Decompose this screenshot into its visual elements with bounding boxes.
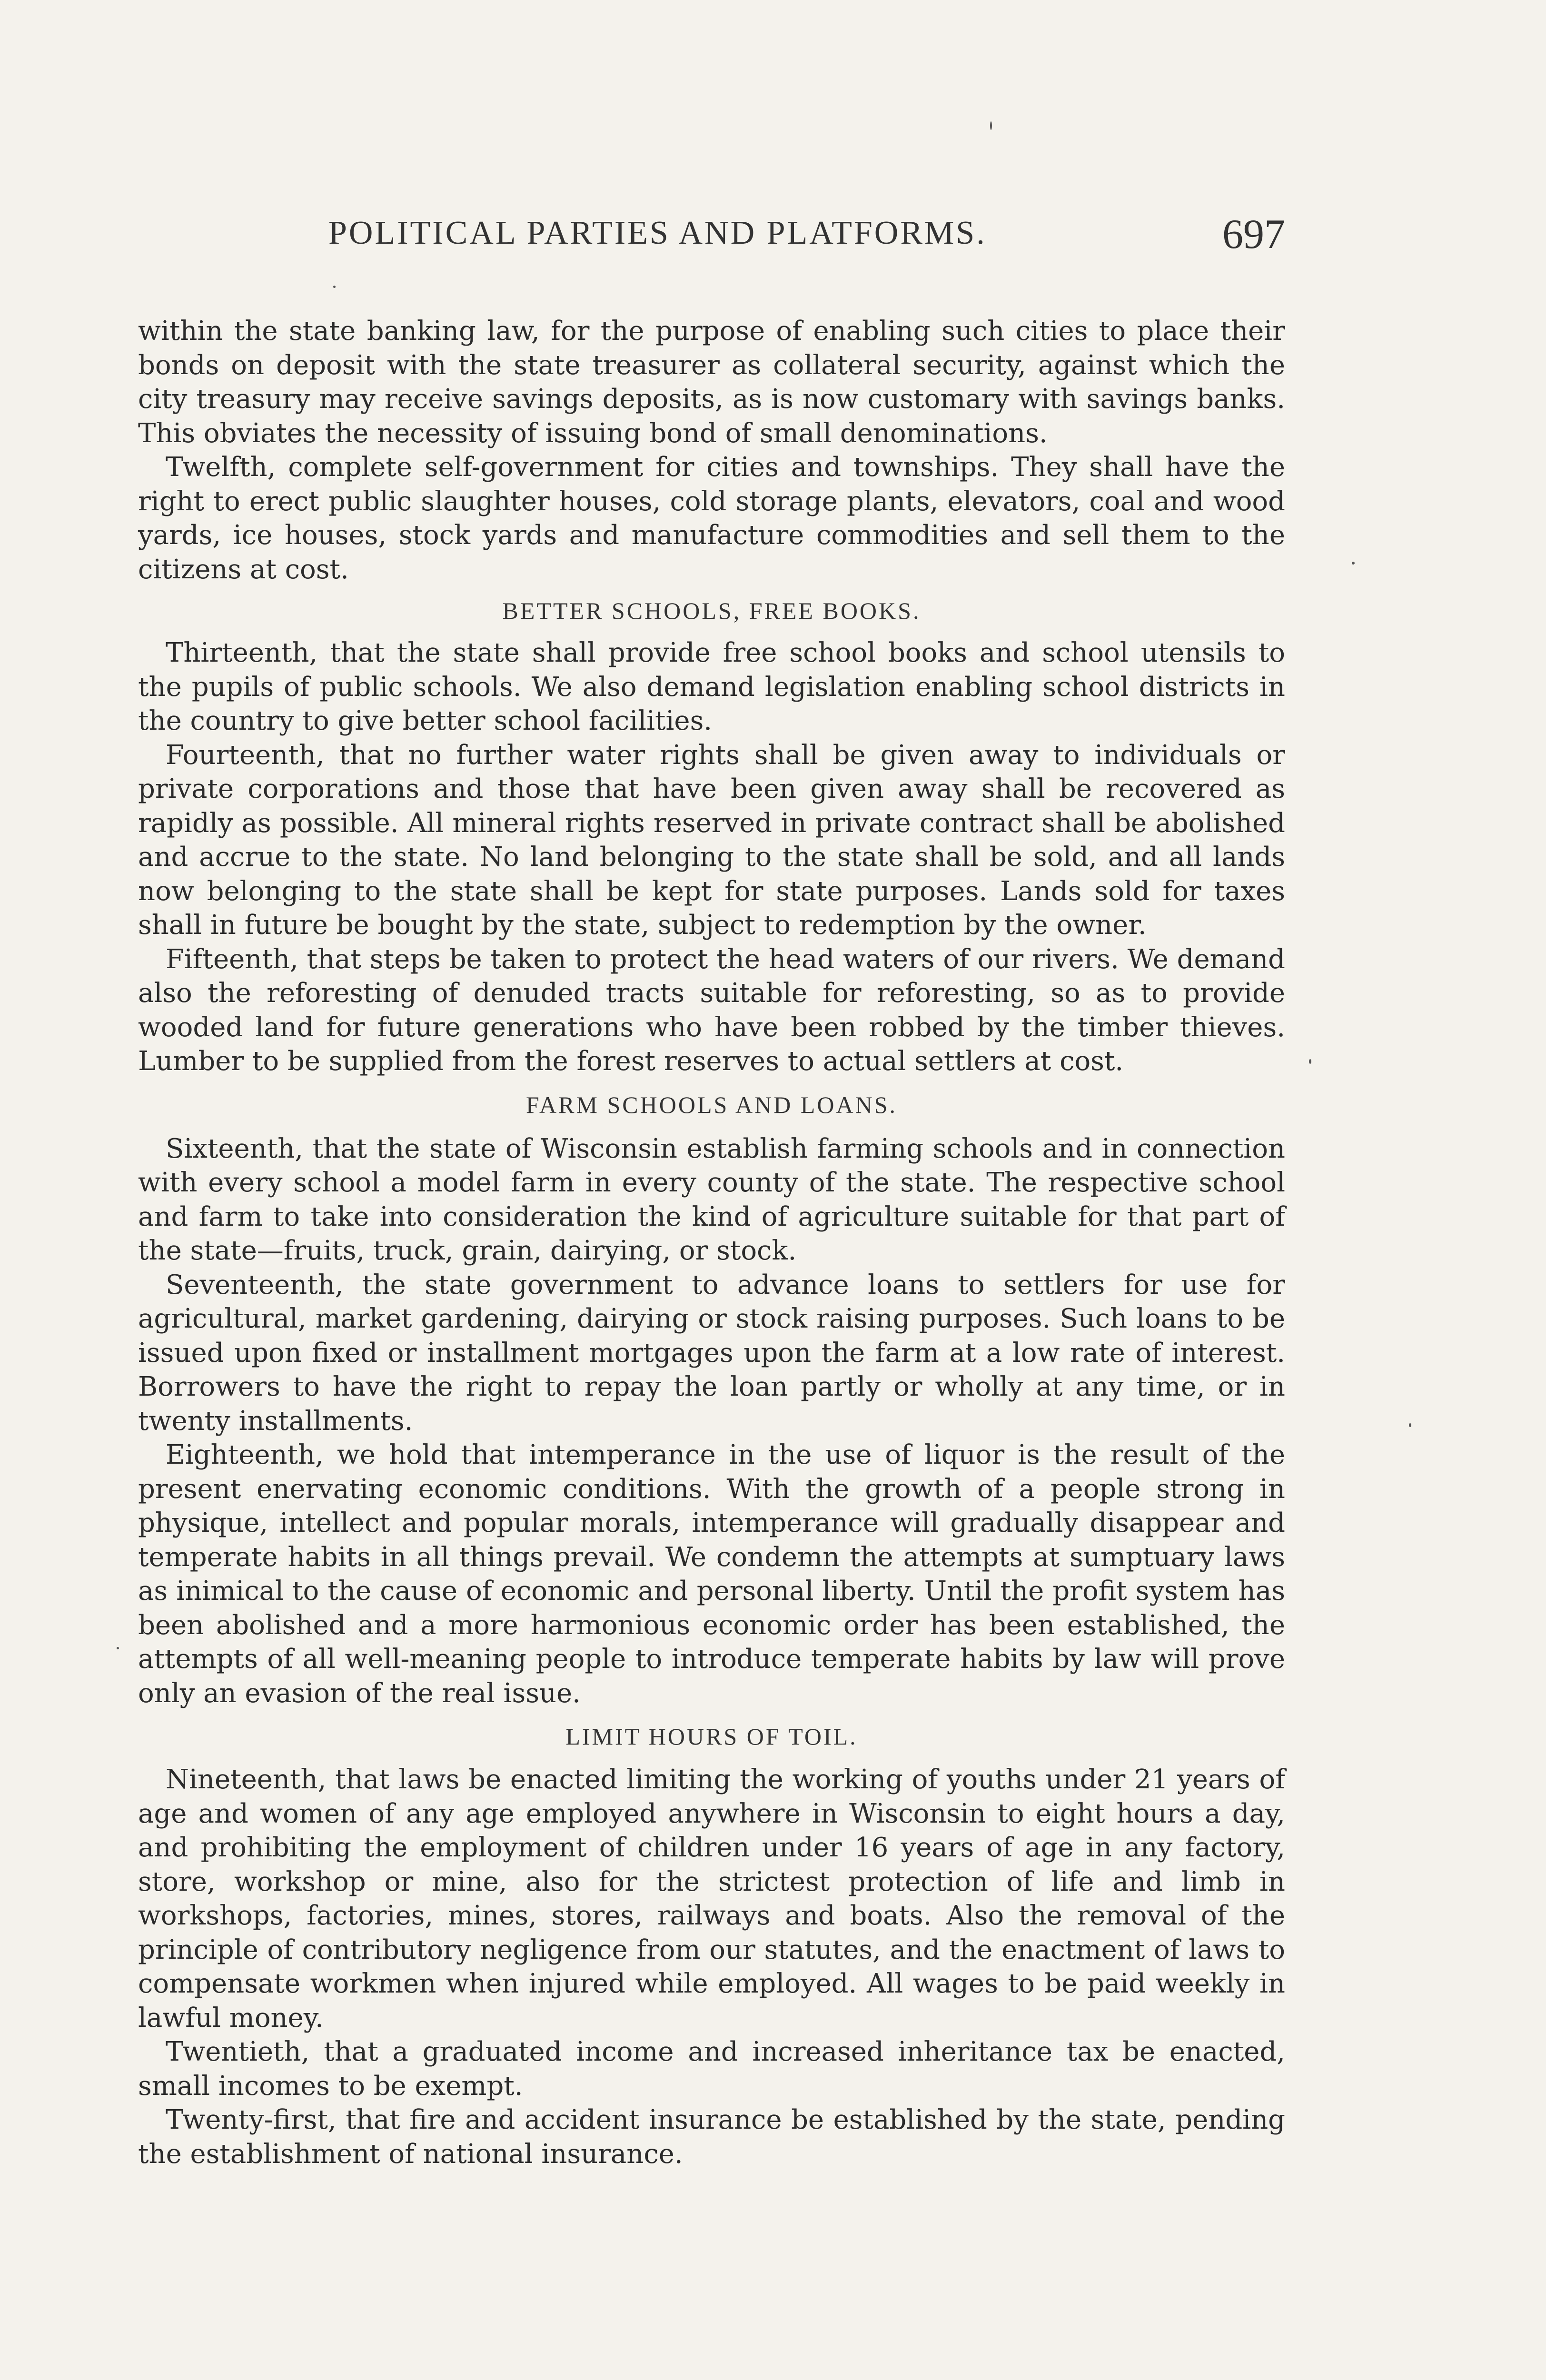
paragraph-fourteenth: Fourteenth, that no further water rights shall be given away to individuals or private corporations and those that have been given away shall be recovered as rapidly as possible. All mineral rights reserved in private contract shall be abolished and accrue to the state. No land belonging to the state shall be sold, and all lands now belonging to the state shall be kept for state purposes. Lands sold for taxes shall in future be bought by the state, subject to redemption by the owner. — [138, 739, 1285, 941]
paragraph-seventeenth: Seventeenth, the state government to advance loans to settlers for use for agricultural, market gardening, dairying or stock raising purposes. Such loans to be issued upon fixed or installment mortgages upon the farm at a low rate of interest. Borrowers to have the right to repay the loan partly or wholly at any time, or in twenty installments. — [138, 1269, 1285, 1437]
paragraph-eighteenth: Eighteenth, we hold that intemperance in the use of liquor is the result of the present enervating economic conditions. With the growth of a people strong in physique, intellect and popular morals, intemperance will gradually disappear and temperate habits in all things prevail. We condemn the attempts at sumptuary laws as inimical to the cause of economic and personal liberty. Until the profit system has been abolished and a more harmonious economic order has been established, the attempts of all well-meaning people to introduce temperate habits by law will prove only an evasion of the real issue. — [138, 1439, 1285, 1709]
section-heading-limit-hours: LIMIT HOURS OF TOIL. — [565, 1723, 858, 1750]
paper-speck — [990, 121, 992, 130]
paper-speck — [1409, 1423, 1411, 1427]
page-number: 697 — [1222, 211, 1285, 258]
paragraph-sixteenth: Sixteenth, that the state of Wisconsin establish farming schools and in connection with every school a model farm in every county of the state. The respective school and farm to take into consideration the kind of agriculture suitable for that part of the state—fruits, truck, grain, dairying, or stock. — [138, 1133, 1285, 1266]
paragraph-thirteenth: Thirteenth, that the state shall provide free school books and school utensils to the pupils of public schools. We also demand legislation enabling school districts in the country to give better school facilities. — [138, 637, 1285, 736]
body-text — [138, 314, 1285, 2171]
paragraph-fifteenth: Fifteenth, that steps be taken to protect the head waters of our rivers. We demand also the reforesting of denuded tracts suitable for reforesting, so as to provide wooded land for future generations who have been robbed by the timber thieves. Lumber to be supplied from the forest reserves to actual settlers at cost. — [138, 943, 1285, 1077]
paper-speck — [1352, 562, 1355, 565]
running-head: POLITICAL PARTIES AND PLATFORMS. — [328, 215, 987, 251]
paragraph-twenty-first: Twenty-first, that fire and accident insurance be established by the state, pending the establishment of national insurance. — [138, 2104, 1285, 2170]
paper-speck — [1309, 1059, 1311, 1064]
page-header — [328, 211, 1285, 267]
paragraph-twelfth: Twelfth, complete self-government for cities and townships. They shall have the right to erect public slaughter houses, cold storage plants, elevators, coal and wood yards, ice houses, stock yards and manufacture commodities and sell them to the citizens at cost. — [138, 452, 1285, 585]
paragraph-twentieth: Twentieth, that a graduated income and increased inheritance tax be enacted, small incomes to be exempt. — [138, 2036, 1285, 2102]
paper-speck — [117, 1647, 119, 1649]
section-heading-better-schools: BETTER SCHOOLS, FREE BOOKS. — [502, 597, 921, 624]
paper-speck — [333, 286, 336, 288]
section-heading-farm-schools: FARM SCHOOLS AND LOANS. — [525, 1091, 898, 1118]
paragraph-nineteenth: Nineteenth, that laws be enacted limiting the working of youths under 21 years of age and women of any age employed anywhere in Wisconsin to eight hours a day, and prohibiting the employment of children under 16 years of age in any factory, store, workshop or mine, also for the strictest protection of life and limb in workshops, factories, mines, stores, railways and boats. Also the removal of the principle of contributory negligence from our statutes, and the enactment of laws to compensate workmen when injured while employed. All wages to be paid weekly in lawful money. — [138, 1764, 1285, 2033]
paragraph-banking-law: within the state banking law, for the purpose of enabling such cities to place their bonds on deposit with the state treasurer as collateral security, against which the city treasury may receive savings deposits, as is now customary with savings banks. This obviates the necessity of issuing bond of small denominations. — [138, 316, 1285, 449]
